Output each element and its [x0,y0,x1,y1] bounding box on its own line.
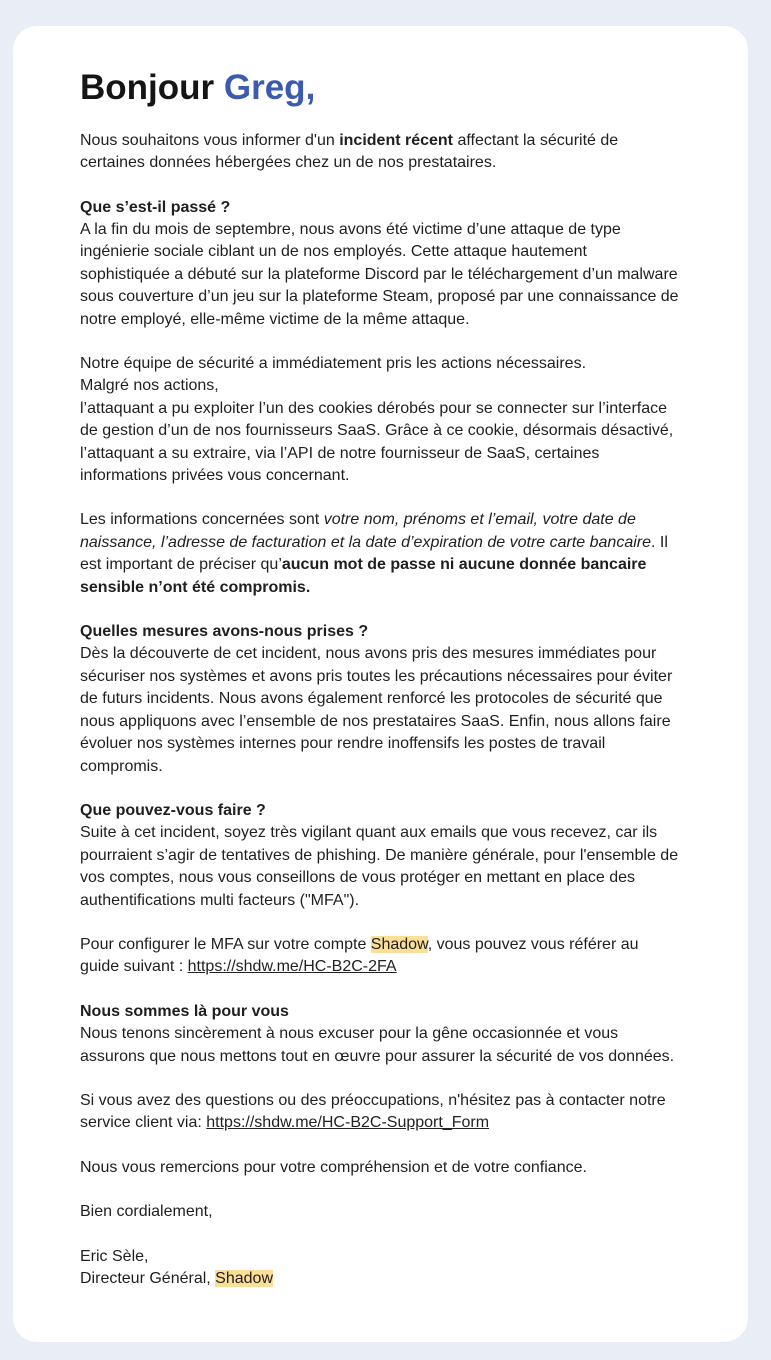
signature-title: Directeur Général, [80,1270,216,1287]
closing-paragraph: Bien cordialement, [80,1203,213,1221]
support-form-link[interactable]: https://shdw.me/HC-B2C-Support_Form [206,1114,490,1132]
section-text: Dès la découverte de cet incident, nous avons pris des mesures immédiates pour sécuriser nos systèmes et avons pris toutes les précautions nécessaires pour éviter de futurs incidents. Nous avons également renforcé les protocoles de sécurité que nous appliquons avec l’ensemble de nos prestataires SaaS. Enfin, nous allons faire évoluer nos systèmes internes pour rendre inoffensifs les postes de travail compromis. [80,645,673,775]
section-heading: Quelles mesures avons-nous prises ? [80,623,369,641]
thanks-paragraph: Nous vous remercions pour votre compréhension et de votre confiance. [80,1158,587,1176]
paragraph-text: Les informations concernées sont [80,511,324,529]
paragraph-line: Malgré nos actions, [80,377,219,395]
brand-highlight: Shadow [370,935,428,953]
signature-name: Eric Sèle, [80,1247,149,1265]
email-card [13,26,748,1342]
paragraph-text: , vous pouvez vous référer au guide suivant : [80,935,639,976]
signature [80,1246,681,1291]
intro-text: Nous souhaitons vous informer d'un [80,131,340,149]
section-heading: Que pouvez-vous faire ? [80,801,266,819]
paragraph-line: l’attaquant a pu exploiter l’un des cookies dérobés pour se connecter sur l’interface de gestion d’un de nos fournisseurs SaaS. Grâce à ce cookie, désormais désactivé, l’attaquant a su extraire, via l’API de notre fournisseur de SaaS, certaines informations privées vous concernant. [80,399,674,485]
brand-highlight: Shadow [215,1270,273,1287]
section-what-to-do [80,800,681,912]
section-measures [80,621,681,778]
section-text: Nous tenons sincèrement à nous excuser pour la gêne occasionnée et vous assurons que nous mettons tout en œuvre pour assurer la sécurité de vos données. [80,1025,675,1065]
section-heading: Que s’est-il passé ? [80,198,231,216]
intro-bold: incident récent [339,131,454,149]
section-text: Suite à cet incident, soyez très vigilant quant aux emails que vous recevez, car ils pourraient s’agir de tentatives de phishing. De manière générale, pour l'ensemble de vos comptes, nous vous conseillons de vous protéger en mettant en place des authentifications multi facteurs ("MFA"). [80,824,679,909]
data-concerned-paragraph [80,509,681,599]
intro-paragraph [80,130,681,175]
paragraph-text: Pour configurer le MFA sur votre compte [80,935,371,953]
paragraph-italic: votre nom, prénoms et l’email, votre date de naissance, l’adresse de facturation et la date d’expiration de votre carte bancaire [80,511,652,551]
section-heading: Nous sommes là pour vous [80,1002,289,1020]
section-text: A la fin du mois de septembre, nous avons été victime d’une attaque de type ingénierie sociale ciblant un de nos employés. Cette attaque hautement sophistiquée a débuté sur la plateforme Discord par le téléchargement d’un malware sous couverture d’un jeu sur la plateforme Steam, proposé par une connaissance de notre employé, elle-même victime de la même attaque. [80,220,679,328]
paragraph-text: Si vous avez des questions ou des préoccupations, n'hésitez pas à contacter notre service client via: [80,1091,666,1132]
paragraph-text: . Il est important de préciser qu’ [80,533,668,574]
paragraph-line: Notre équipe de sécurité a immédiatement pris les actions nécessaires. [80,355,587,372]
section-support [80,1001,681,1068]
greeting-heading [80,66,681,110]
mfa-paragraph [80,934,681,979]
paragraph-bold: aucun mot de passe ni aucune donnée bancaire sensible n’ont été compromis. [80,556,647,596]
section-what-happened [80,197,681,331]
greeting-prefix: Bonjour [80,68,215,107]
mfa-guide-link[interactable]: https://shdw.me/HC-B2C-2FA [187,958,397,976]
contact-paragraph [80,1090,681,1135]
recipient-name: Greg, [223,68,316,107]
intro-text-end: affectant la sécurité de certaines données hébergées chez un de nos prestataires. [80,131,619,172]
security-actions-paragraph [80,353,681,487]
